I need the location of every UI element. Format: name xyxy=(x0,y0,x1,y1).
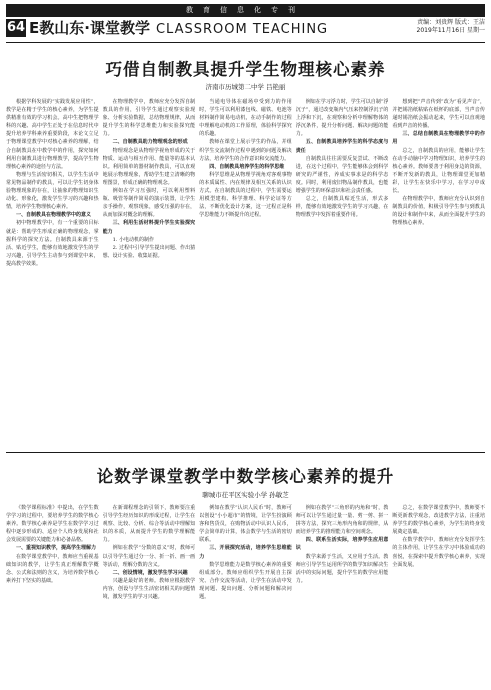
paragraph: 数学思维能力是数学核心素养的重要组成部分。教师应组织学生开展自主探究、合作交流等活动，让学生在活动中发现问题、提出问题、分析问题和解决问题。 xyxy=(199,561,292,601)
article2-column-3 xyxy=(199,504,292,686)
subheading: 三、总结自制教具在物理教学中的作用 xyxy=(392,131,485,146)
paragraph: 2. 过程中引导学生提出问题、作出猜想、设计实验、收集证据。 xyxy=(102,244,196,259)
subheading: 三、开展探究活动，培养学生思维能力 xyxy=(199,545,292,560)
article1-column-2 xyxy=(103,98,196,444)
subheading: 一、重视知识教学，提高学生理解力 xyxy=(16,545,97,552)
paragraph: 兴趣是最好的老师。教师应根据教学内容，创设与学生生活密切相关的问题情境，激发学生的学习兴趣。 xyxy=(102,577,196,601)
section-title xyxy=(29,19,328,39)
article1-column-3 xyxy=(199,98,292,444)
subheading: 二、创设情境，激发学生学习兴趣 xyxy=(112,569,188,576)
paragraph: 例如在教学“三角形的内角和”时，教师可以让学生通过量一量、剪一剪、拼一拼等方法，探究三角形内角和的规律，从而培养学生的推理能力和空间观念。 xyxy=(295,505,389,536)
paragraph: 例如在学习压强时，可以利用塑料瓶、吸管等制作简易的演示装置，让学生亲手操作，观察现象，感受压强的存在，从而加深对概念的理解。 xyxy=(102,188,196,219)
subheading: 一、自制教具在物理教学中的意义 xyxy=(16,212,92,219)
paragraph: 《数学课程标准》中提出，在学生数学学习的过程中，要培养学生的数学核心素养。数学核心素养是学生在数学学习过程中逐步形成的、适应个人终身发展和社会发展需要的关键能力和必备品格。 xyxy=(6,505,99,544)
article1-title: 巧借自制教具提升学生物理核心素养 xyxy=(105,60,386,79)
section-title-en: CLASSROOM TEACHING xyxy=(155,22,329,37)
paragraph: 总之，在数学课堂教学中，教师要不断更新教学观念，改进教学方法，注重培养学生的数学核心素养，为学生的终身发展奠定基础。 xyxy=(392,505,485,536)
paragraph: 例如在学习浮力时，学生可以自制“浮沉子”，通过改变瓶内气压来控制浮沉子的上浮和下沉，在观察和分析中理解物体的浮沉条件，提升分析问题、解决问题的能力。 xyxy=(295,99,389,138)
paragraph: 物理观念是从物理学视角形成的关于物质、运动与相互作用、能量等的基本认识。利用简单的器材制作教具，可以直观地展示物理现象，帮助学生建立清晰的物理图景，形成正确的物理观念。 xyxy=(102,147,196,186)
header-rule xyxy=(6,42,485,43)
paragraph: 当通电导体在磁场中受到力的作用时，学生可以利用漆包线、磁铁、电池等材料制作简易电动机，在动手制作的过程中理解电动机的工作原理，体验科学探究的乐趣。 xyxy=(199,99,292,138)
paragraph: 总之，自制教具贴近生活，形式多样，能够有效地激发学生的学习兴趣，在物理教学中发挥着重要作用。 xyxy=(295,196,389,219)
issue-date: 2019年11月16日 星期一 xyxy=(416,27,485,34)
paragraph: 总之，自制教具的应用，能够让学生在动手动脑中学习物理知识，培养学生的核心素养。教师要善于利用身边的资源，不断开发新的教具，让物理课堂更加精彩，让学生在快乐中学习，在学习中成长。 xyxy=(392,147,485,195)
header-info xyxy=(417,19,485,35)
subheading: 四、自制教具培养学生的科学思维 xyxy=(209,163,285,170)
paragraph: 数学来源于生活，又应用于生活。教师应引导学生运用所学的数学知识解决生活中的实际问题，提升学生的数学应用能力。 xyxy=(295,553,389,584)
article1-byline: 济南市历城第二中学 吕艳丽 xyxy=(205,83,286,91)
paragraph: 1. 小电动机的制作 xyxy=(112,236,154,243)
subheading: 四、联系生活实际，培养学生应用意识 xyxy=(295,537,389,552)
paragraph: 在数学课堂教学中，教师应当重视基础知识的教学，让学生真正理解数学概念、公式和法则的含义，为培养数学核心素养打下坚实的基础。 xyxy=(6,553,99,584)
article2-column-4 xyxy=(296,504,389,686)
article2-body xyxy=(6,504,485,686)
paragraph: 在物理教学中，教师应充分发挥自制教具的作用，引导学生通过观察实验现象、分析实验数据，总结物理规律，从而提升学生的科学思维能力和实验探究能力。 xyxy=(102,99,196,138)
article1-body xyxy=(6,98,485,444)
paragraph: 自制教具往往需要反复尝试、不断改进，在这个过程中，学生能够体会到科学研究的严谨性，养成实事求是的科学态度。同时，利用废旧物品制作教具，也能增强学生的环保意识和社会责任感。 xyxy=(295,155,389,195)
article2-byline: 聊城市茌平区实验小学 孙敏芝 xyxy=(202,491,289,499)
paragraph: 科学思维是从物理学视角对客观事物的本质属性、内在规律及相互关系的认识方式。在自制教具的过程中，学生需要运用模型建构、科学推理、科学论证等方法，不断优化设计方案，这一过程正是科学思维能力不断提升的过程。 xyxy=(199,171,292,219)
subheading: 五、自制教具培养学生的科学态度与责任 xyxy=(295,139,389,154)
page-header xyxy=(6,19,485,41)
paragraph: 初中物理教学中，有一个重要的目标就是：帮助学生形成正确的物理观念，掌握科学的探究方法。自制教具来源于生活、贴近学生，能够有效地激发学生的学习兴趣，引导学生主动参与到课堂中来，提高教学效果。 xyxy=(6,220,99,267)
paragraph: 物理与生活密切相关，以学生生活中常见物品制作的教具，可以让学生切身体验物理现象的存在，让抽象的物理知识生动化、形象化，激发学生学习的兴趣和热情，培养学生物理核心素养。 xyxy=(6,171,99,211)
editor-info: 责编：刘贵辉 版式：王洁 xyxy=(417,19,485,26)
paragraph: 想到把“声音传到”改为“看见声音”，并把锡箔纸粘贴在纸杯的底部，当声音传递时锡箔纸会振动起来，学生可以直观地看到声音的传播。 xyxy=(392,99,485,130)
paragraph: 例如在教学“认识人民币”时，教师可以创设“小小超市”的情境，让学生扮演顾客和售货员，在购物活动中认识人民币，学会简单的计算，体会数学与生活的密切联系。 xyxy=(199,505,292,544)
subheading: 三、利用生活材料提升学生实验探究能力 xyxy=(102,220,196,235)
article2-title: 论数学课堂教学中数学核心素养的提升 xyxy=(96,467,395,486)
article1-column-4 xyxy=(296,98,389,444)
article2-column-1 xyxy=(6,504,99,686)
page-number: 64 xyxy=(6,20,26,35)
article1-column-1 xyxy=(6,98,99,444)
article2-column-5 xyxy=(392,504,485,686)
subheading: 二、自制教具助力物理观念的形成 xyxy=(112,139,188,146)
paragraph: 例如在教学“分数的意义”时，教师可以引导学生通过分一分、折一折、画一画等活动，理解分数的含义。 xyxy=(102,545,196,568)
paragraph: 在数学教学中，教师应充分发挥学生的主体作用，让学生在学习中体验成功的喜悦，在探索中提升数学核心素养，实现全面发展。 xyxy=(392,537,485,568)
article2-column-2 xyxy=(103,504,196,686)
paragraph: 根据学科发展的“实践发展应用性”，教学是在精于学生的核心素养，为学生提供精准有效的学习机会。高中生把物理学科的兴趣、高中学生正处于在信息时代中提升培养学科素养重要阶段，本论文立足于物理课堂教学中对核心素养的理解，结合自制教具在中教学中的作用，探究如何利用自制教具进行物理教学，提高学生物理核心素养的途径与方法。 xyxy=(6,99,99,170)
article-divider xyxy=(6,452,485,453)
paragraph: 在物理教学中，教师应充分认识到自制教具的价值，积极引导学生参与到教具的设计和制作中来，从而全面提升学生的物理核心素养。 xyxy=(392,196,485,227)
paragraph: 教师在课堂上展示学生的作品，并组织学生交流制作过程中遇到的问题及解决方法，培养学生的合作意识和交流能力。 xyxy=(199,139,292,162)
section-title-cn: E教山东·课堂教学 xyxy=(29,19,150,37)
paragraph: 在新课程理念的引领下，教师要注重引导学生经历知识的形成过程，让学生在观察、比较、分析、综合等活动中理解知识的本质，从而提升学生的数学理解能力。 xyxy=(102,505,196,544)
newspaper-banner: 教育信息化专刊 xyxy=(6,4,485,17)
article1-column-5 xyxy=(392,98,485,444)
